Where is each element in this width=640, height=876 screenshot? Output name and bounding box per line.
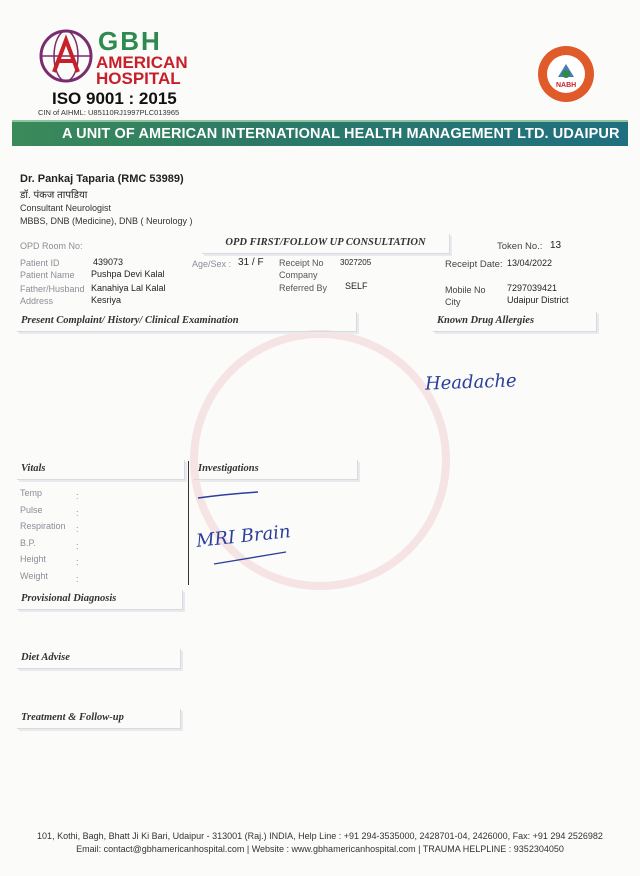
receipt-no-value: 3027205 bbox=[340, 258, 372, 267]
mobile-value: 7297039421 bbox=[507, 283, 558, 293]
city-label: City bbox=[445, 297, 461, 307]
footer bbox=[0, 830, 640, 856]
brand-gbh: GBH bbox=[98, 26, 162, 56]
patient-id-value: 439073 bbox=[93, 257, 124, 267]
receipt-date-value: 13/04/2022 bbox=[507, 258, 553, 268]
referred-label: Referred By bbox=[279, 283, 328, 293]
handwriting-stroke bbox=[196, 486, 296, 506]
vital-height: Height bbox=[20, 554, 47, 564]
nabh-seal bbox=[536, 44, 596, 104]
patient-name-value: Pushpa Devi Kalal bbox=[91, 269, 165, 279]
cin-label: CIN of AIHML: U85110RJ1997PLC013965 bbox=[38, 108, 180, 117]
receipt-no-label: Receipt No bbox=[279, 258, 324, 268]
referred-value: SELF bbox=[345, 281, 368, 291]
footer-address: 101, Kothi, Bagh, Bhatt Ji Ki Bari, Udaipur - 313001 (Raj.) INDIA, Help Line : +91 294-3535000, 2428701-04, 2426000, Fax: +91 294 2526982 bbox=[37, 831, 603, 841]
globe-logo-icon bbox=[38, 28, 94, 84]
address-value: Kesriya bbox=[91, 295, 122, 305]
vitals-colons: : : : : : : bbox=[76, 491, 79, 584]
token-label: Token No.: bbox=[497, 241, 543, 252]
vitals-heading: Vitals bbox=[17, 460, 185, 480]
diet-heading: Diet Advise bbox=[17, 649, 181, 669]
doctor-title: Consultant Neurologist bbox=[20, 203, 112, 213]
age-sex-label: Age/Sex : bbox=[192, 259, 232, 269]
nabh-seal-icon bbox=[536, 44, 596, 104]
iso-label: ISO 9001 : 2015 bbox=[52, 89, 177, 108]
vital-temp: Temp bbox=[20, 488, 43, 498]
patient-name-label: Patient Name bbox=[20, 270, 75, 280]
complaint-heading: Present Complaint/ History/ Clinical Examination bbox=[17, 312, 357, 332]
father-value: Kanahiya Lal Kalal bbox=[91, 283, 166, 293]
token-value: 13 bbox=[550, 240, 562, 251]
vital-bp: B.P. bbox=[20, 537, 36, 548]
doctor-degrees: MBBS, DNB (Medicine), DNB ( Neurology ) bbox=[20, 216, 193, 226]
company-label: Company bbox=[279, 270, 318, 280]
unit-banner: A UNIT OF AMERICAN INTERNATIONAL HEALTH MANAGEMENT LTD. UDAIPUR bbox=[12, 120, 628, 146]
mobile-label: Mobile No bbox=[445, 285, 486, 295]
brand-american: AMERICAN bbox=[96, 53, 188, 72]
vital-respiration: Respiration bbox=[20, 521, 66, 531]
receipt-date-label: Receipt Date: bbox=[445, 259, 503, 270]
nabh-text: NABH bbox=[556, 82, 577, 89]
vital-pulse: Pulse bbox=[20, 504, 43, 515]
complaint-handwriting: Headache bbox=[424, 370, 518, 395]
allergies-heading: Known Drug Allergies bbox=[433, 312, 597, 332]
doctor-name: Dr. Pankaj Taparia (RMC 53989) bbox=[20, 173, 184, 185]
brand-hospital: HOSPITAL bbox=[96, 69, 181, 88]
diagnosis-heading: Provisional Diagnosis bbox=[17, 590, 183, 610]
doctor-name-hindi: डॉ. पंकज तापडिया bbox=[20, 190, 88, 201]
treatment-heading: Treatment & Follow-up bbox=[17, 709, 181, 729]
investigation-handwriting: MRI Brain bbox=[195, 521, 292, 552]
footer-contact: Email: contact@gbhamericanhospital.com | Website : www.gbhamericanhospital.com | TRAUMA HELPLINE : 9352304050 bbox=[76, 844, 564, 854]
opd-room-label: OPD Room No: bbox=[20, 241, 83, 251]
vitals-divider bbox=[188, 461, 189, 585]
patient-id-label: Patient ID bbox=[20, 258, 60, 268]
handwriting-underline bbox=[210, 550, 310, 570]
address-label: Address bbox=[20, 296, 54, 306]
consultation-title: OPD FIRST/FOLLOW UP CONSULTATION bbox=[202, 234, 450, 254]
father-label: Father/Husband bbox=[20, 284, 85, 294]
investigations-heading: Investigations bbox=[194, 460, 358, 480]
vitals-list bbox=[20, 488, 66, 587]
city-value: Udaipur District bbox=[507, 295, 569, 305]
hospital-logo bbox=[38, 28, 94, 84]
age-sex-value: 31 / F bbox=[238, 257, 264, 268]
vital-weight: Weight bbox=[20, 570, 48, 581]
